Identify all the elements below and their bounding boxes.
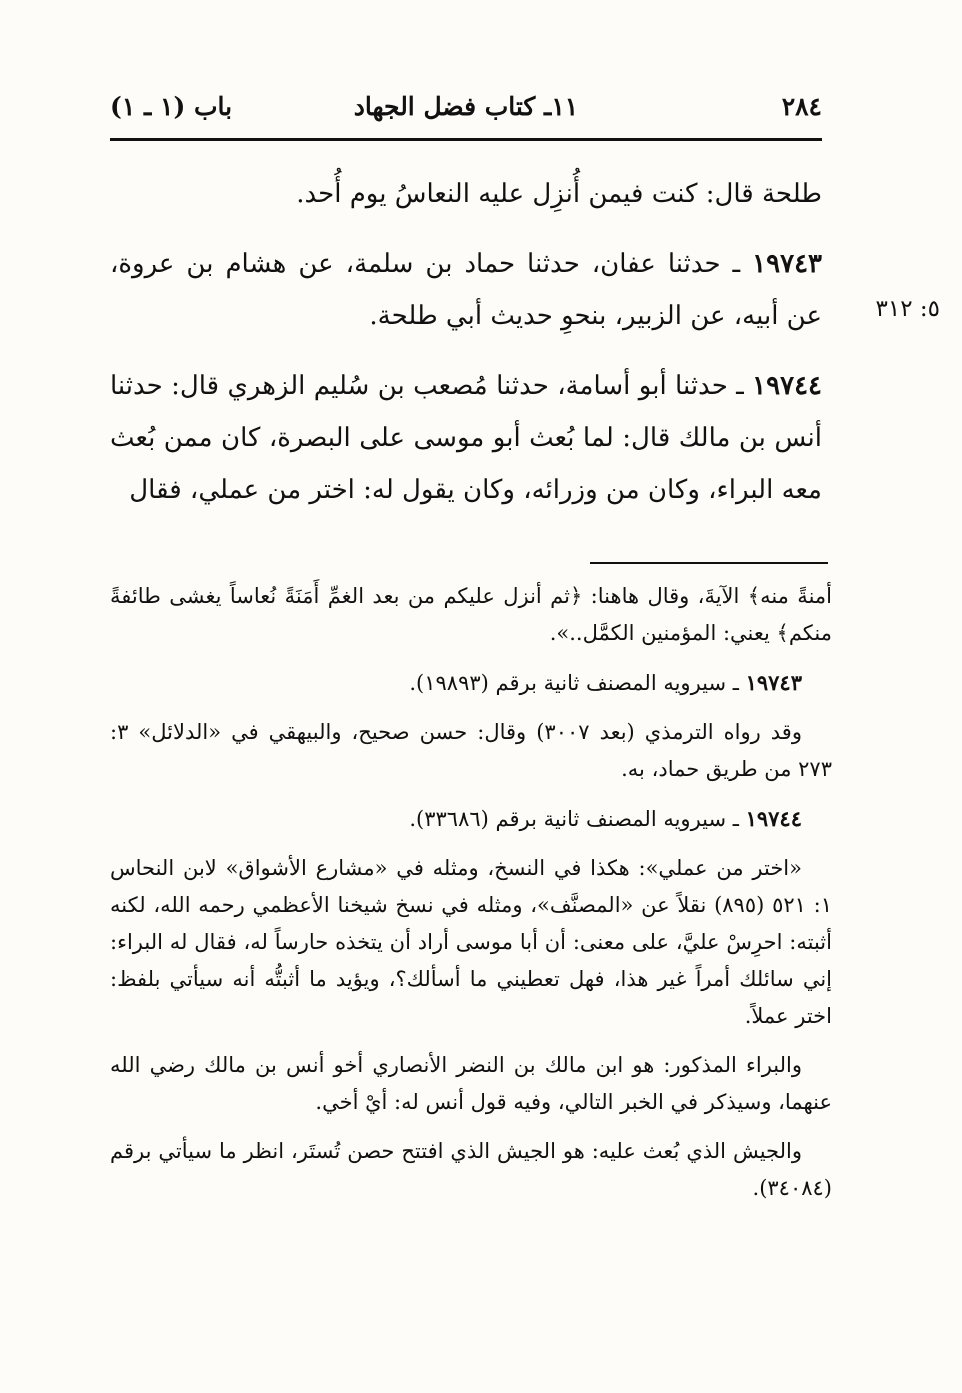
hadith-number: ١٩٧٤٣ — [752, 249, 822, 279]
footnote-number: ١٩٧٤٤ — [745, 806, 802, 831]
main-text — [110, 168, 822, 534]
chapter-label: باب (١ ـ ١) — [110, 92, 233, 121]
margin-reference: ٥: ٣١٢ — [875, 296, 940, 322]
footnote-continuation: أمنةً منه﴾ الآيةَ، وقال هاهنا: ﴿ثم أنزل عليكم من بعد الغمِّ أَمَنَةً نُعاساً يغشى طائفةً منكم﴾ يعني: المؤمنين الكمَّل..». — [110, 584, 832, 645]
hadith-number: ١٩٧٤٤ — [752, 371, 822, 401]
book-title: ١١ـ كتاب فضل الجهاد — [353, 92, 579, 121]
hadith-text: ـ حدثنا أبو أسامة، حدثنا مُصعب بن سُليم الزهري قال: حدثنا أنس بن مالك قال: لما بُعث أبو موسى على البصرة، كان ممن بُعث معه البراء، وكان من وزرائه، وكان يقول له: اختر من عملي، فقال — [110, 371, 822, 505]
page-number: ٢٨٤ — [781, 92, 822, 121]
hadith-19744 — [110, 360, 822, 516]
footnote-text: ـ سيرويه المصنف ثانية برقم (٣٣٦٨٦). — [409, 807, 746, 831]
footnote-paragraph: والجيش الذي بُعث عليه: هو الجيش الذي افتتح حصن تُستَر، انظر ما سيأتي برقم (٣٤٠٨٤). — [110, 1139, 832, 1200]
footnote-19744 — [110, 800, 832, 838]
header-rule — [110, 138, 822, 141]
footnote-paragraph: «اختر من عملي»: هكذا في النسخ، ومثله في «مشارع الأشواق» لابن النحاس ١: ٥٢١ (٨٩٥) نقلاً عن «المصنَّف»، ومثله في نسخ شيخنا الأعظمي رحمه الله، لكنه أثبته: احرِسْ عليَّ، على معنى: أن أبا موسى أراد أن يتخذه حارساً له، فقال له البراء: إني سائلك أمراً غير هذا، فهل تعطيني ما أسألك؟، ويؤيد ما أثبتُّه أنه سيأتي بلفظ: اختر عملاً. — [110, 856, 832, 1028]
footnote-19743 — [110, 664, 832, 702]
page-header — [110, 92, 822, 128]
footnote-rule — [590, 562, 828, 564]
footnote-text: ـ سيرويه المصنف ثانية برقم (١٩٨٩٣). — [409, 671, 746, 695]
hadith-text: ـ حدثنا عفان، حدثنا حماد بن سلمة، عن هشام بن عروة، عن أبيه، عن الزبير، بنحوِ حديث أبي طلحة. — [110, 249, 822, 331]
main-paragraph-1: طلحة قال: كنت فيمن أُنزِل عليه النعاسُ يوم أُحد. — [296, 179, 822, 209]
hadith-19743 — [110, 238, 822, 342]
footnote-paragraph: وقد رواه الترمذي (بعد ٣٠٠٧) وقال: حسن صحيح، والبيهقي في «الدلائل» ٣: ٢٧٣ من طريق حماد، به. — [110, 720, 832, 781]
footnotes — [110, 578, 832, 1219]
footnote-number: ١٩٧٤٣ — [745, 670, 802, 695]
footnote-paragraph: والبراء المذكور: هو ابن مالك بن النضر الأنصاري أخو أنس بن مالك رضي الله عنهما، وسيذكر في الخبر التالي، وفيه قول أنس له: أيْ أخي. — [110, 1053, 832, 1114]
